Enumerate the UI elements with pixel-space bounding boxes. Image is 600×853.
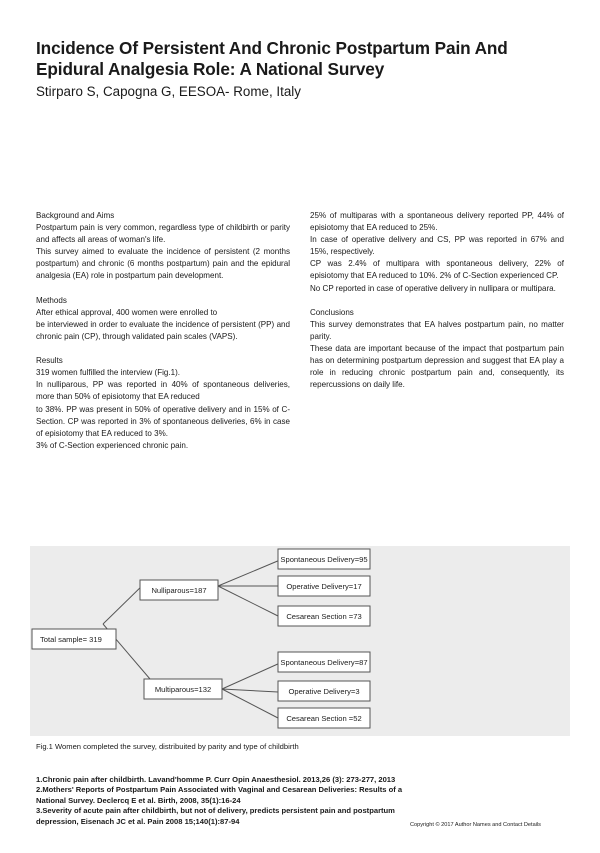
connector-line <box>222 689 278 692</box>
section-heading-background: Background and Aims <box>36 211 115 220</box>
reference-item: 1.Chronic pain after childbirth. Lavand'homme P. Curr Opin Anaesthesiol. 2013,26 (3): 273-277, 2013 <box>36 775 396 784</box>
body-paragraph: After ethical approval, 400 women were enrolled to <box>36 307 218 317</box>
body-paragraph: CP was 2.4% of multipara with spontaneous delivery, 22% of episiotomy that EA reduced to 10%. 2% of C-Section experienced CP. <box>310 259 564 281</box>
tree-svg <box>30 546 570 736</box>
body-paragraph: No CP reported in case of operative delivery in nullipara or multipara. <box>310 283 556 293</box>
connector-line <box>218 560 280 586</box>
reference-item: 3.Severity of acute pain after childbirth, but not of delivery, predicts persistent pain and postpartum depression, Eisenach JC et al. Pain 2008 15;140(1):87-94 <box>36 806 395 826</box>
total-sample-label: Total sample= 319 <box>40 635 102 644</box>
connector-line <box>218 586 278 616</box>
body-paragraph: Postpartum pain is very common, regardless type of childbirth or parity and affects all areas of woman's life. <box>36 223 290 245</box>
reference-item: 2.Mothers' Reports of Postpartum Pain Associated with Vaginal and Cesarean Deliveries: Results of a National Survey. Declercq E et al. Birth, 2008, 35(1):16-24 <box>36 785 403 805</box>
section-heading-methods: Methods <box>36 295 67 305</box>
body-paragraph: 25% of multiparas with a spontaneous delivery reported PP, 44% of episiotomy that EA reduced to 25%. <box>310 211 564 233</box>
references-list <box>36 775 412 827</box>
paragraph-gap <box>36 283 290 295</box>
body-paragraph: 3% of C-Section experienced chronic pain. <box>36 440 189 450</box>
paragraph-gap <box>36 343 290 355</box>
body-paragraph: This survey demonstrates that EA halves postpartum pain, no matter parity. <box>310 319 564 341</box>
nulliparous-label: Nulliparous=187 <box>151 586 207 595</box>
nulli-operative-label: Operative Delivery=17 <box>286 582 362 591</box>
body-paragraph: These data are important because of the impact that postpartum pain has on determining postpartum depression and suggest that EA play a role in reducing chronic postpartum pain and, consequently, its repercussions on daily life. <box>310 344 564 390</box>
right-text-column <box>310 210 564 391</box>
multi-cesarean-label: Cesarean Section =52 <box>286 714 362 723</box>
body-paragraph: In case of operative delivery and CS, PP was reported in 67% and 15%, respectively. <box>310 235 564 257</box>
poster-title: Incidence Of Persistent And Chronic Postpartum Pain And Epidural Analgesia Role: A National Survey <box>36 38 508 79</box>
parity-tree-diagram <box>30 546 570 736</box>
multiparous-label: Multiparous=132 <box>154 685 212 694</box>
body-paragraph: 319 women fulfilled the interview (Fig.1). <box>36 368 181 378</box>
section-heading-results: Results <box>36 356 63 366</box>
nulli-cesarean-label: Cesarean Section =73 <box>286 612 362 621</box>
left-text-column <box>36 210 290 452</box>
multi-operative-label: Operative Delivery=3 <box>288 687 360 696</box>
body-paragraph: In nulliparous, PP was reported in 40% of spontaneous deliveries, more than 50% of episiotomy that EA reduced <box>36 380 290 402</box>
paragraph-gap <box>310 295 564 307</box>
body-paragraph: to 38%. PP was present in 50% of operative delivery and in 15% of C-Section. CP was reported in 3% of spontaneous deliveries, 6% in case of episiotomy that EA reduced to 3%. <box>36 404 290 438</box>
section-heading-conclusions: Conclusions <box>310 307 354 317</box>
multi-spontaneous-label: Spontaneous Delivery=87 <box>280 658 368 667</box>
body-paragraph: be interviewed in order to evaluate the incidence of persistent (PP) and chronic pain (CP), through validated pain scales (VAPS). <box>36 319 290 341</box>
authors-line: Stirparo S, Capogna G, EESOA- Rome, Italy <box>36 84 301 99</box>
connector-line <box>222 689 278 718</box>
body-paragraph: This survey aimed to evaluate the incidence of persistent (2 months postpartum) and chronic (6 months postpartum) pain and the epidural analgesia (EA) role in postpartum pain development. <box>36 247 290 281</box>
connector-line <box>222 663 280 689</box>
figure-caption: Fig.1 Women completed the survey, distribuited by parity and type of childbirth <box>36 742 299 751</box>
copyright-notice: Copyright © 2017 Author Names and Contact Details <box>410 822 541 828</box>
nulli-spontaneous-label: Spontaneous Delivery=95 <box>280 555 368 564</box>
